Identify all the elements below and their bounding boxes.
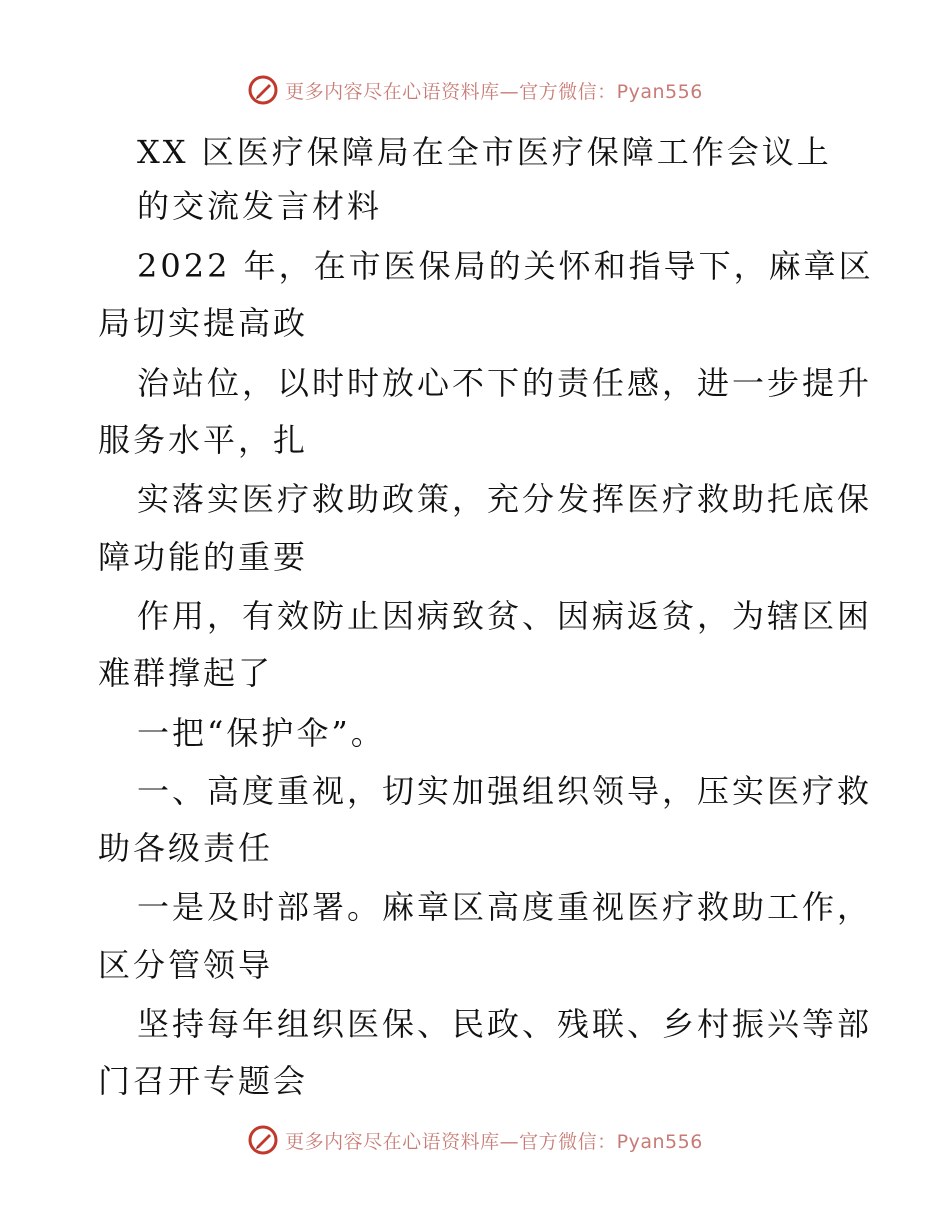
- paragraph-line: 治站位，以时时放心不下的责任感，进一步提升: [137, 364, 873, 402]
- paragraph-line: 门召开专题会: [98, 1062, 309, 1100]
- paragraph-line: 一是及时部署。麻章区高度重视医疗救助工作，: [137, 888, 873, 926]
- paragraph-line: 难群撑起了: [98, 654, 274, 692]
- paragraph-line: 障功能的重要: [98, 538, 309, 576]
- doc-title-line-2: 的交流发言材料: [137, 187, 383, 225]
- paragraph-line: 作用，有效防止因病致贫、因病返贫，为辖区困: [137, 597, 873, 635]
- paragraph-line: 坚持每年组织医保、民政、残联、乡村振兴等部: [137, 1005, 873, 1043]
- pen-logo-icon: [247, 74, 279, 106]
- pen-logo-icon: [247, 1124, 279, 1156]
- section-heading-line: 助各级责任: [98, 829, 274, 867]
- paragraph-line: 2022 年，在市医保局的关怀和指导下，麻章区: [137, 247, 874, 285]
- paragraph-line: 实落实医疗救助政策，充分发挥医疗救助托底保: [137, 480, 873, 518]
- paragraph-line: 区分管领导: [98, 946, 274, 984]
- section-heading-line: 一、高度重视，切实加强组织领导，压实医疗救: [137, 772, 873, 810]
- watermark-text: 更多内容尽在心语资料库—官方微信：Pyan556: [285, 80, 703, 103]
- doc-title-line-1: XX 区医疗保障局在全市医疗保障工作会议上: [137, 133, 832, 171]
- paragraph-line: 一把“保护伞”。: [137, 714, 386, 752]
- paragraph-line: 服务水平，扎: [98, 421, 309, 459]
- footer-watermark: [0, 1120, 950, 1160]
- watermark-text: 更多内容尽在心语资料库—官方微信：Pyan556: [285, 1130, 703, 1153]
- paragraph-line: 局切实提高政: [98, 304, 309, 342]
- header-watermark: [0, 70, 950, 110]
